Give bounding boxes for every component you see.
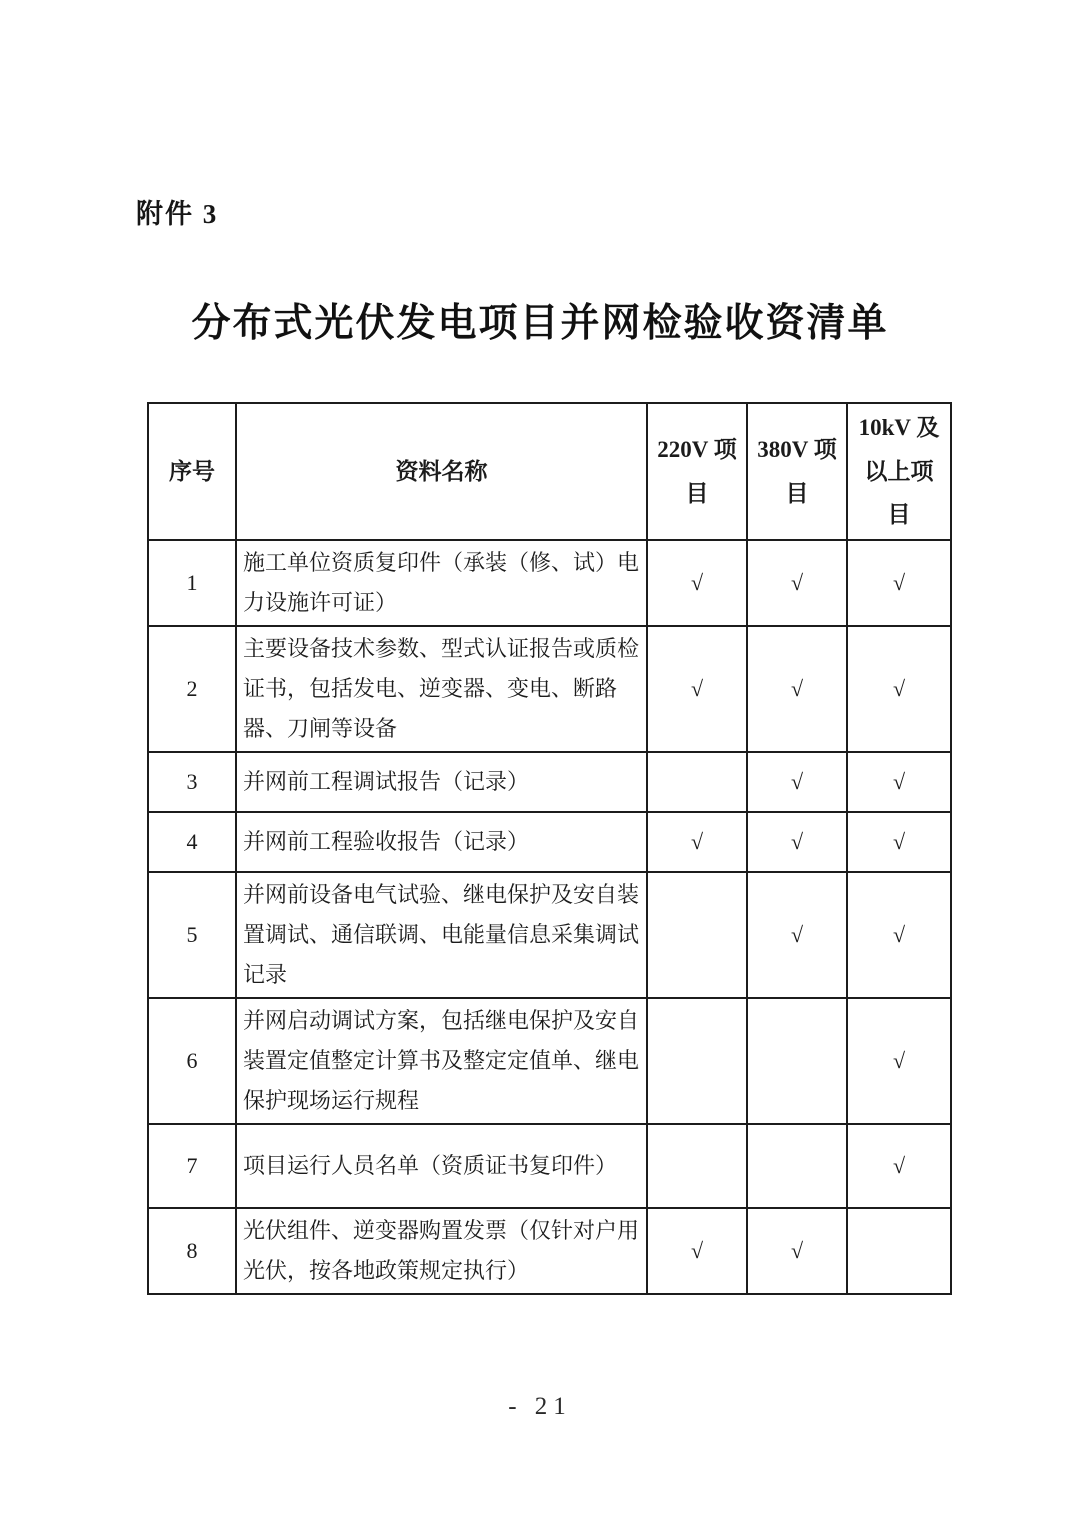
attachment-label: 附件 3: [136, 199, 219, 229]
row-number: 8: [148, 1208, 236, 1294]
column-header-220v: 220V 项目: [647, 403, 747, 540]
check-10kv: √: [847, 872, 951, 998]
material-name: 施工单位资质复印件（承装（修、试）电力设施许可证）: [236, 540, 647, 626]
material-name: 并网前工程调试报告（记录）: [236, 752, 647, 812]
check-380v: [747, 998, 847, 1124]
table-row: [148, 872, 951, 998]
acceptance-materials-table: [147, 402, 952, 1295]
check-220v: [647, 872, 747, 998]
table-row: [148, 998, 951, 1124]
row-number: 7: [148, 1124, 236, 1208]
table-row: [148, 1124, 951, 1208]
check-380v: [747, 1124, 847, 1208]
check-220v: [647, 1124, 747, 1208]
row-number: 4: [148, 812, 236, 872]
column-header-380v: 380V 项目: [747, 403, 847, 540]
check-380v: √: [747, 812, 847, 872]
row-number: 3: [148, 752, 236, 812]
material-name: 光伏组件、逆变器购置发票（仅针对户用光伏，按各地政策规定执行）: [236, 1208, 647, 1294]
row-number: 5: [148, 872, 236, 998]
material-name: 项目运行人员名单（资质证书复印件）: [236, 1124, 647, 1208]
check-380v: √: [747, 1208, 847, 1294]
check-220v: √: [647, 540, 747, 626]
table-row: [148, 752, 951, 812]
page-number: - 21: [508, 1393, 572, 1420]
check-380v: √: [747, 540, 847, 626]
column-header-no: 序号: [148, 403, 236, 540]
table-row: [148, 1208, 951, 1294]
check-10kv: √: [847, 1124, 951, 1208]
material-name: 并网前设备电气试验、继电保护及安自装置调试、通信联调、电能量信息采集调试记录: [236, 872, 647, 998]
material-name: 并网前工程验收报告（记录）: [236, 812, 647, 872]
check-10kv: √: [847, 998, 951, 1124]
check-220v: √: [647, 812, 747, 872]
check-380v: √: [747, 626, 847, 752]
check-10kv: [847, 1208, 951, 1294]
table-row: [148, 540, 951, 626]
row-number: 2: [148, 626, 236, 752]
check-10kv: √: [847, 752, 951, 812]
check-10kv: √: [847, 812, 951, 872]
column-header-name: 资料名称: [236, 403, 647, 540]
material-name: 并网启动调试方案，包括继电保护及安自装置定值整定计算书及整定定值单、继电保护现场运行规程: [236, 998, 647, 1124]
material-name: 主要设备技术参数、型式认证报告或质检证书，包括发电、逆变器、变电、断路器、刀闸等设备: [236, 626, 647, 752]
row-number: 1: [148, 540, 236, 626]
table-row: [148, 812, 951, 872]
check-380v: √: [747, 872, 847, 998]
table-header-row: [148, 403, 951, 540]
check-220v: [647, 998, 747, 1124]
table-row: [148, 626, 951, 752]
check-10kv: √: [847, 540, 951, 626]
check-220v: [647, 752, 747, 812]
check-220v: √: [647, 1208, 747, 1294]
column-header-10kv: 10kV 及以上项目: [847, 403, 951, 540]
row-number: 6: [148, 998, 236, 1124]
check-220v: √: [647, 626, 747, 752]
check-380v: √: [747, 752, 847, 812]
check-10kv: √: [847, 626, 951, 752]
page-title: 分布式光伏发电项目并网检验收资清单: [191, 302, 889, 345]
